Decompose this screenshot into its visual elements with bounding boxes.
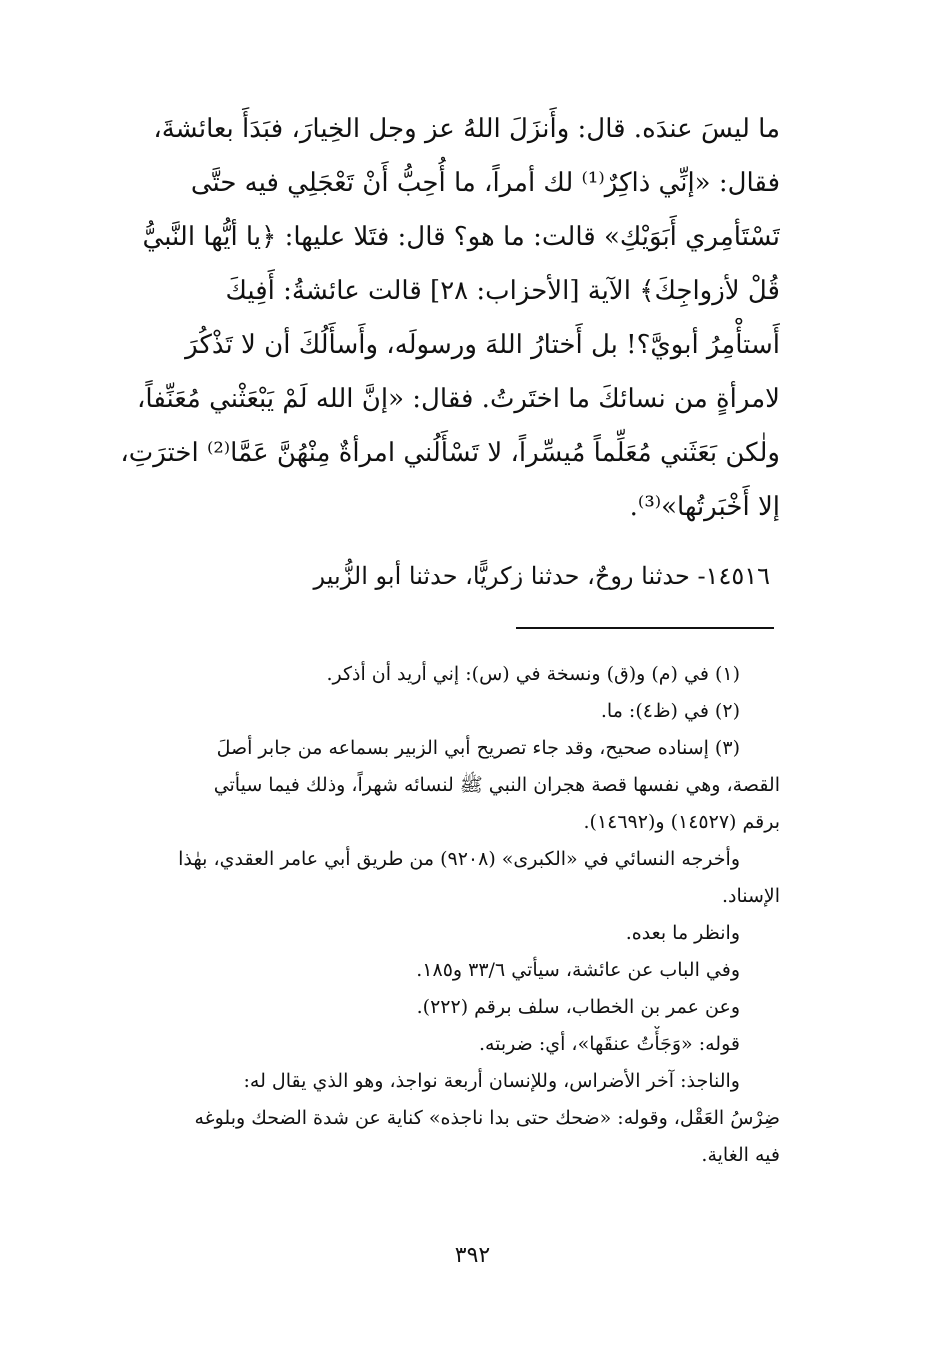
footnote-line: قوله: «وَجَأْتُ عنقَها»، أي: ضربته.	[478, 1033, 740, 1055]
footnote-line: وفي الباب عن عائشة، سيأتي ٣٣/٦ و١٨٥.	[416, 959, 740, 981]
footnotes	[70, 656, 780, 1174]
footnote-line: (٢) في (ظ٤): ما.	[600, 700, 740, 722]
main-text-line: إلا أَخْبَرتُها»⁽³⁾.	[629, 492, 780, 522]
footnote-line: وعن عمر بن الخطاب، سلف برقم (٢٢٢).	[416, 996, 740, 1018]
next-hadith-heading: ١٤٥١٦- حدثنا روحٌ، حدثنا زكريًّا، حدثنا أبو الزُّبير	[313, 562, 770, 590]
footnote-line: الإسناد.	[721, 885, 780, 907]
footnote-line: (٣) إسناده صحيح، وقد جاء تصريح أبي الزبير بسماعه من جابر أصلَ	[216, 737, 740, 759]
main-text-line: ما ليسَ عندَه. قال: وأَنزَلَ اللهُ عز وجل الخِيارَ، فبَدَأَ بعائشةَ،	[153, 114, 780, 144]
page-number: ٣٩٢	[454, 1243, 491, 1268]
footnote-divider	[516, 627, 774, 629]
footnote-line: (١) في (م) و(ق) ونسخة في (س): إني أريد أن أذكر.	[326, 663, 740, 685]
main-text-line: ولٰكن بَعَثَني مُعَلِّماً مُيسِّراً، لا تَسْأَلُني امرأةٌ مِنْهُنَّ عَمَّا⁽²⁾ اخترَتِ،	[120, 438, 780, 468]
main-text-line: فقال: «إنِّي ذاكِرٌ⁽¹⁾ لك أمراً، ما أُحِبُّ أَنْ تَعْجَلِي فيه حتَّى	[190, 168, 780, 198]
footnote-line: فيه الغاية.	[701, 1144, 780, 1166]
main-text-line: قُلْ لأزواجِكَ﴾ الآية [الأحزاب: ٢٨] قالت عائشةُ: أَفِيكَ	[225, 276, 780, 306]
footnote-line: القصة، وهي نفسها قصة هجران النبي ﷺ لنسائه شهراً، وذلك فيما سيأتي	[213, 774, 780, 796]
main-text	[70, 102, 780, 534]
main-text-line: لامرأةٍ من نسائكَ ما اختَرتُ. فقال: «إنَّ الله لَمْ يَبْعَثْني مُعَنِّفاً،	[137, 384, 780, 414]
footnote-line: ضِرْسُ العَقْل، وقوله: «ضحك حتى بدا ناجذه» كناية عن شدة الضحك وبلوغه	[194, 1107, 780, 1129]
main-text-line: أَستأْمِرُ أبويَّ؟! بل أَختارُ اللهَ ورسولَه، وأَسأَلُكَ أن لا تَذْكُرَ	[185, 330, 780, 360]
footnote-line: والناجذ: آخر الأضراس، وللإنسان أربعة نواجذ، وهو الذي يقال له:	[243, 1070, 740, 1092]
main-text-line: تَسْتَأمِري أَبَوَيْكِ» قالت: ما هو؟ قال: فتَلا عليها: ﴿يا أيُّها النَّبيُّ	[142, 222, 780, 252]
footnote-line: برقم (١٤٥٢٧) و(١٤٦٩٢).	[583, 811, 780, 833]
footnote-line: وأخرجه النسائي في «الكبرى» (٩٢٠٨) من طريق أبي عامر العقدي، بهٰذا	[178, 848, 740, 870]
footnote-line: وانظر ما بعده.	[625, 922, 740, 944]
